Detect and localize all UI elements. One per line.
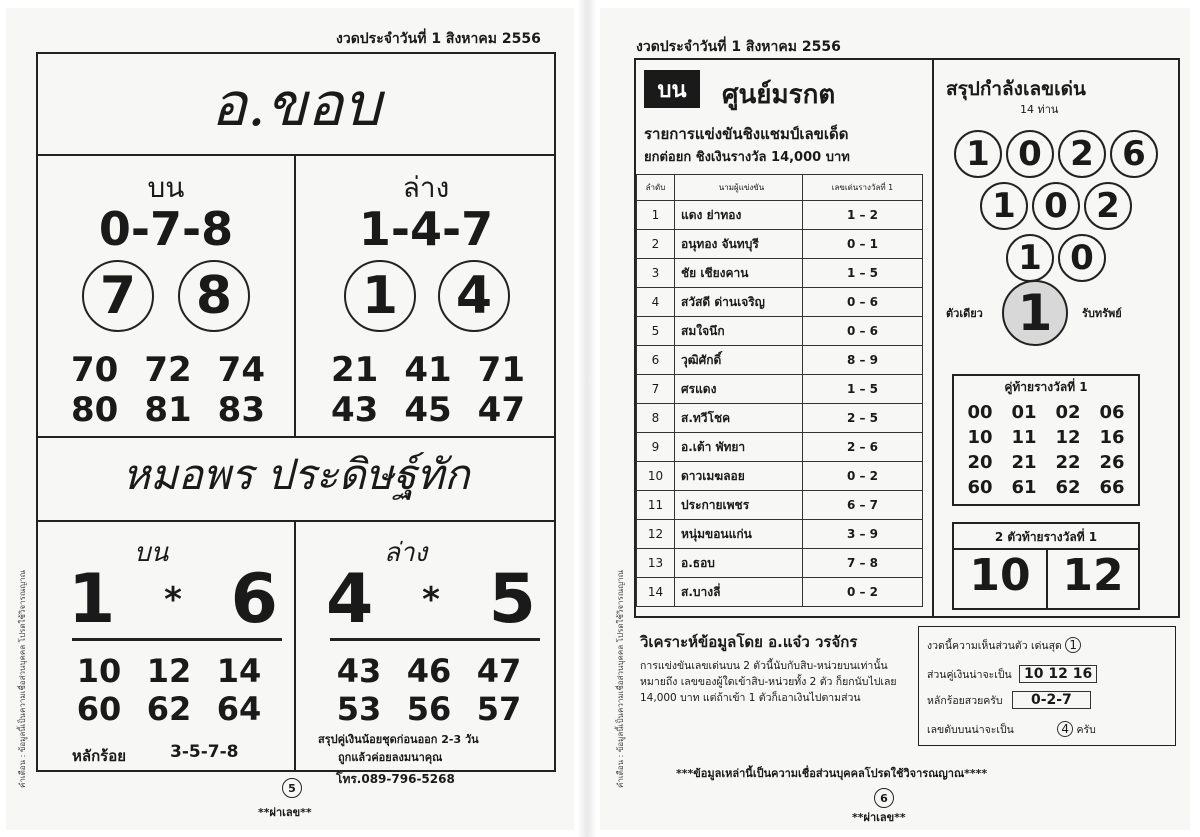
contestant-number: 3 – 9 <box>803 520 923 549</box>
contest-frame <box>634 58 1180 618</box>
single-digit: 1 <box>1002 280 1068 346</box>
opinion-label: ส่วนคู่เงินน่าจะเป็น <box>927 669 1012 681</box>
divider <box>38 154 554 156</box>
pair-number: 16 <box>1099 427 1125 448</box>
rank-no: 13 <box>637 549 675 578</box>
contestant-number: 0 – 2 <box>803 578 923 607</box>
table-row <box>637 462 923 491</box>
note-line: ถูกแล้วค่อยลงมนาคุณ <box>338 751 443 764</box>
bottom-star-digit: 4 <box>326 560 374 639</box>
pyramid-row <box>954 130 1158 178</box>
contestant-name: อ.เต้า พัทยา <box>675 433 803 462</box>
rank-no: 4 <box>637 288 675 317</box>
contestant-number: 7 – 8 <box>803 549 923 578</box>
opinion-line <box>927 691 1091 709</box>
opinion-label: หลักร้อยสวยครับ <box>927 695 1003 707</box>
opinion-value: 0-2-7 <box>1012 691 1091 709</box>
top-circle-number: 8 <box>178 260 250 332</box>
sponsor-title: อ.ขอบ <box>210 69 382 140</box>
top-badge: บน <box>644 70 700 108</box>
pair-number: 11 <box>1011 427 1037 448</box>
note-line: สรุปคู่เงินน้อยชุดก่อนออก 2-3 วัน <box>318 733 479 746</box>
top-star-digit: 1 <box>68 560 116 639</box>
contestant-number: 2 – 6 <box>803 433 923 462</box>
pair-number: 10 <box>967 427 993 448</box>
opinion-suffix: ครับ <box>1076 724 1096 736</box>
page-footer: **ผ่าเลข** <box>258 806 312 819</box>
table-row <box>637 230 923 259</box>
rank-no: 11 <box>637 491 675 520</box>
opinion-value: 10 12 16 <box>1019 665 1097 683</box>
table-row <box>637 578 923 607</box>
contestant-name: ชัย เชียงคาน <box>675 259 803 288</box>
bottom-label: ล่าง <box>402 171 450 204</box>
opinion-label: งวดนี้ความเห็นส่วนตัว เด่นสุด <box>927 640 1062 652</box>
contestant-name: ส.ทวีโชค <box>675 404 803 433</box>
page-number: 6 <box>874 788 894 808</box>
bottom-pairs2-grid <box>324 652 534 728</box>
pair-number: 72 <box>144 350 192 390</box>
pair-number: 26 <box>1099 452 1125 473</box>
pairs-grid <box>958 400 1134 500</box>
pair-number: 43 <box>336 652 382 690</box>
opinion-line <box>927 665 1097 683</box>
bottom-pairs-grid <box>318 350 538 430</box>
right-page <box>600 8 1190 830</box>
table-row <box>637 404 923 433</box>
bottom-label-2: ล่าง <box>384 538 428 568</box>
left-side-text: คำเตือน : ข้อมูลนี้เป็นความเชื่อส่วนบุคคล โปรดใช้วิจารณญาณ <box>18 570 27 788</box>
hundreds-label: หลักร้อย <box>72 747 127 765</box>
rank-no: 8 <box>637 404 675 433</box>
table-header: ลำดับ <box>637 175 675 201</box>
pyramid-digit: 0 <box>1006 130 1054 178</box>
pair-number: 10 <box>76 652 122 690</box>
pair-number: 60 <box>76 690 122 728</box>
contestant-number: 0 – 6 <box>803 317 923 346</box>
opinion-line <box>927 637 1081 654</box>
table-row <box>637 288 923 317</box>
table-row <box>637 433 923 462</box>
single-left-label: ตัวเดียว <box>946 307 983 320</box>
contestant-name: หนุ่มขอนแก่น <box>675 520 803 549</box>
contestant-number: 2 – 5 <box>803 404 923 433</box>
pyramid-digit: 1 <box>980 182 1028 230</box>
summary-subtitle: 14 ท่าน <box>1020 103 1059 116</box>
table-row <box>637 549 923 578</box>
two-digit-title: 2 ตัวท้ายรางวัลที่ 1 <box>994 530 1098 544</box>
bottom-triple: 1-4-7 <box>358 202 494 256</box>
pair-number: 46 <box>406 652 452 690</box>
table-header: เลขเด่นรางวัลที่ 1 <box>803 175 923 201</box>
column-divider <box>294 154 296 436</box>
pair-number: 47 <box>477 390 525 430</box>
star-symbol: * <box>164 579 182 620</box>
underline <box>330 638 540 641</box>
top-label: บน <box>147 171 185 204</box>
top-star-digit: 6 <box>230 560 278 639</box>
contestant-name: ศรแดง <box>675 375 803 404</box>
analysis-title: วิเคราะห์ข้อมูลโดย อ.แจ๋ว วรจักร <box>640 633 858 651</box>
top-label-2: บน <box>134 538 169 568</box>
top-pairs2-grid <box>64 652 274 728</box>
rank-no: 5 <box>637 317 675 346</box>
table-row <box>637 201 923 230</box>
pair-number: 57 <box>476 690 522 728</box>
pyramid-row <box>980 182 1132 230</box>
contestant-name: แดง ย่าทอง <box>675 201 803 230</box>
pair-number: 21 <box>331 350 379 390</box>
analysis-text: การแข่งขันเลขเด่นบน 2 ตัวนี้นับกับสิบ-หน่วยบนเท่านั้น หมายถึง เลขของผู้ใดเข้าสิบ-หน่วยทั้ง 2 ตัว ก็ยกนับไปเลย 14,000 บาท แต่ถ้าเข้า 1 ตัวก็เอาเงินไปตามส่วน <box>640 660 897 704</box>
contestant-name: อ.ธอบ <box>675 549 803 578</box>
contestant-number: 0 – 1 <box>803 230 923 259</box>
rank-no: 9 <box>637 433 675 462</box>
rank-no: 2 <box>637 230 675 259</box>
rank-no: 12 <box>637 520 675 549</box>
pair-number: 71 <box>477 350 525 390</box>
rank-no: 14 <box>637 578 675 607</box>
rank-no: 10 <box>637 462 675 491</box>
divider <box>38 520 554 522</box>
opinion-box <box>918 626 1176 746</box>
pair-number: 61 <box>1011 477 1037 498</box>
group-title: ศูนย์มรกต <box>722 80 836 110</box>
table-header: นามผู้แข่งขัน <box>675 175 803 201</box>
right-side-text: คำเตือน : ข้อมูลนี้เป็นความเชื่อส่วนบุคคล โปรดใช้วิจารณญาณ <box>616 570 625 788</box>
left-page <box>6 8 574 830</box>
contestant-number: 6 – 7 <box>803 491 923 520</box>
book-spine <box>577 0 597 837</box>
two-digit-number: 12 <box>1062 550 1124 601</box>
pair-number: 62 <box>1055 477 1081 498</box>
underline <box>72 638 282 641</box>
opinion-value: 1 <box>1065 637 1081 653</box>
contestant-number: 0 – 6 <box>803 288 923 317</box>
pair-number: 21 <box>1011 452 1037 473</box>
pair-number: 80 <box>71 390 119 430</box>
two-digit-number: 10 <box>969 550 1031 601</box>
contestant-number: 1 – 5 <box>803 375 923 404</box>
pair-number: 53 <box>336 690 382 728</box>
pyramid-digit: 0 <box>1058 234 1106 282</box>
hundreds-value: 3-5-7-8 <box>170 742 239 762</box>
table-row <box>637 346 923 375</box>
contestant-name: วุฒิศักดิ์ <box>675 346 803 375</box>
contestant-name: อนุทอง จันทบุรี <box>675 230 803 259</box>
page-footer: **ผ่าเลข** <box>852 811 906 824</box>
table-row <box>637 375 923 404</box>
pairs-box <box>952 374 1140 506</box>
pair-number: 60 <box>967 477 993 498</box>
contestant-name: สวัสดี ด่านเจริญ <box>675 288 803 317</box>
pyramid-digit: 2 <box>1084 182 1132 230</box>
rank-no: 6 <box>637 346 675 375</box>
contest-line2: ยกต่อยก ชิงเงินรางวัล 14,000 บาท <box>644 150 850 165</box>
table-row <box>637 491 923 520</box>
left-page-header: งวดประจำวันที่ 1 สิงหาคม 2556 <box>336 31 541 47</box>
page-number: 5 <box>282 778 302 798</box>
pair-number: 83 <box>217 390 265 430</box>
pair-number: 47 <box>476 652 522 690</box>
pair-number: 22 <box>1055 452 1081 473</box>
bottom-star-row <box>326 560 536 639</box>
contestant-number: 1 – 2 <box>803 201 923 230</box>
rank-no: 1 <box>637 201 675 230</box>
pair-number: 00 <box>967 402 993 423</box>
pair-number: 02 <box>1055 402 1081 423</box>
opinion-value: 4 <box>1057 721 1073 737</box>
top-star-row <box>68 560 278 639</box>
top-triple: 0-7-8 <box>98 202 234 256</box>
pair-number: 43 <box>331 390 379 430</box>
top-circle-number: 7 <box>82 260 154 332</box>
bottom-star-digit: 5 <box>488 560 536 639</box>
pyramid-digit: 0 <box>1032 182 1080 230</box>
contestant-name: ส.บางลี่ <box>675 578 803 607</box>
star-symbol: * <box>422 579 440 620</box>
contestant-number: 8 – 9 <box>803 346 923 375</box>
contestant-name: ประกายเพชร <box>675 491 803 520</box>
ranking-table <box>636 174 923 607</box>
two-digit-box <box>952 522 1140 610</box>
pair-number: 45 <box>404 390 452 430</box>
pair-number: 81 <box>144 390 192 430</box>
table-row <box>637 317 923 346</box>
column-divider <box>294 520 296 770</box>
bottom-circle-number: 1 <box>344 260 416 332</box>
pair-number: 06 <box>1099 402 1125 423</box>
pyramid-digit: 2 <box>1058 130 1106 178</box>
single-right-label: รับทรัพย์ <box>1082 307 1122 320</box>
pair-number: 74 <box>217 350 265 390</box>
phone-number: โทร.089-796-5268 <box>336 772 455 786</box>
table-row <box>637 259 923 288</box>
pair-number: 70 <box>71 350 119 390</box>
pyramid-digit: 1 <box>1006 234 1054 282</box>
right-page-header: งวดประจำวันที่ 1 สิงหาคม 2556 <box>636 39 841 55</box>
pairs-title: คู่ท้ายรางวัลที่ 1 <box>1004 380 1088 394</box>
pyramid-digit: 1 <box>954 130 1002 178</box>
bottom-circle-number: 4 <box>438 260 510 332</box>
opinion-label: เลขดับบนน่าจะเป็น <box>927 724 1014 736</box>
sponsor2-title: หมอพร ประดิษฐ์ทัก <box>122 450 470 499</box>
rank-no: 3 <box>637 259 675 288</box>
contest-line1: รายการแข่งขันชิงแชมป์เลขเด็ด <box>644 125 849 143</box>
pair-number: 12 <box>146 652 192 690</box>
contestant-number: 0 – 2 <box>803 462 923 491</box>
contestant-name: ดาวเมฆลอย <box>675 462 803 491</box>
table-row <box>637 520 923 549</box>
opinion-line <box>927 721 1096 738</box>
rank-no: 7 <box>637 375 675 404</box>
pair-number: 12 <box>1055 427 1081 448</box>
pair-number: 56 <box>406 690 452 728</box>
pair-number: 01 <box>1011 402 1037 423</box>
pyramid-digit: 6 <box>1110 130 1158 178</box>
pair-number: 14 <box>216 652 262 690</box>
top-pairs-grid <box>58 350 278 430</box>
summary-title: สรุปกำลังเลขเด่น <box>946 78 1086 100</box>
pair-number: 41 <box>404 350 452 390</box>
contestant-name: สมใจนึก <box>675 317 803 346</box>
left-main-frame <box>36 52 556 772</box>
pyramid-row <box>1006 234 1106 282</box>
column-divider <box>932 60 934 616</box>
pair-number: 20 <box>967 452 993 473</box>
contestant-number: 1 – 5 <box>803 259 923 288</box>
pair-number: 64 <box>216 690 262 728</box>
pair-number: 66 <box>1099 477 1125 498</box>
divider <box>38 436 554 438</box>
disclaimer: ***ข้อมูลเหล่านี้เป็นความเชื่อส่วนบุคคลโปรดใช้วิจารณญาณ**** <box>676 767 988 780</box>
pair-number: 62 <box>146 690 192 728</box>
